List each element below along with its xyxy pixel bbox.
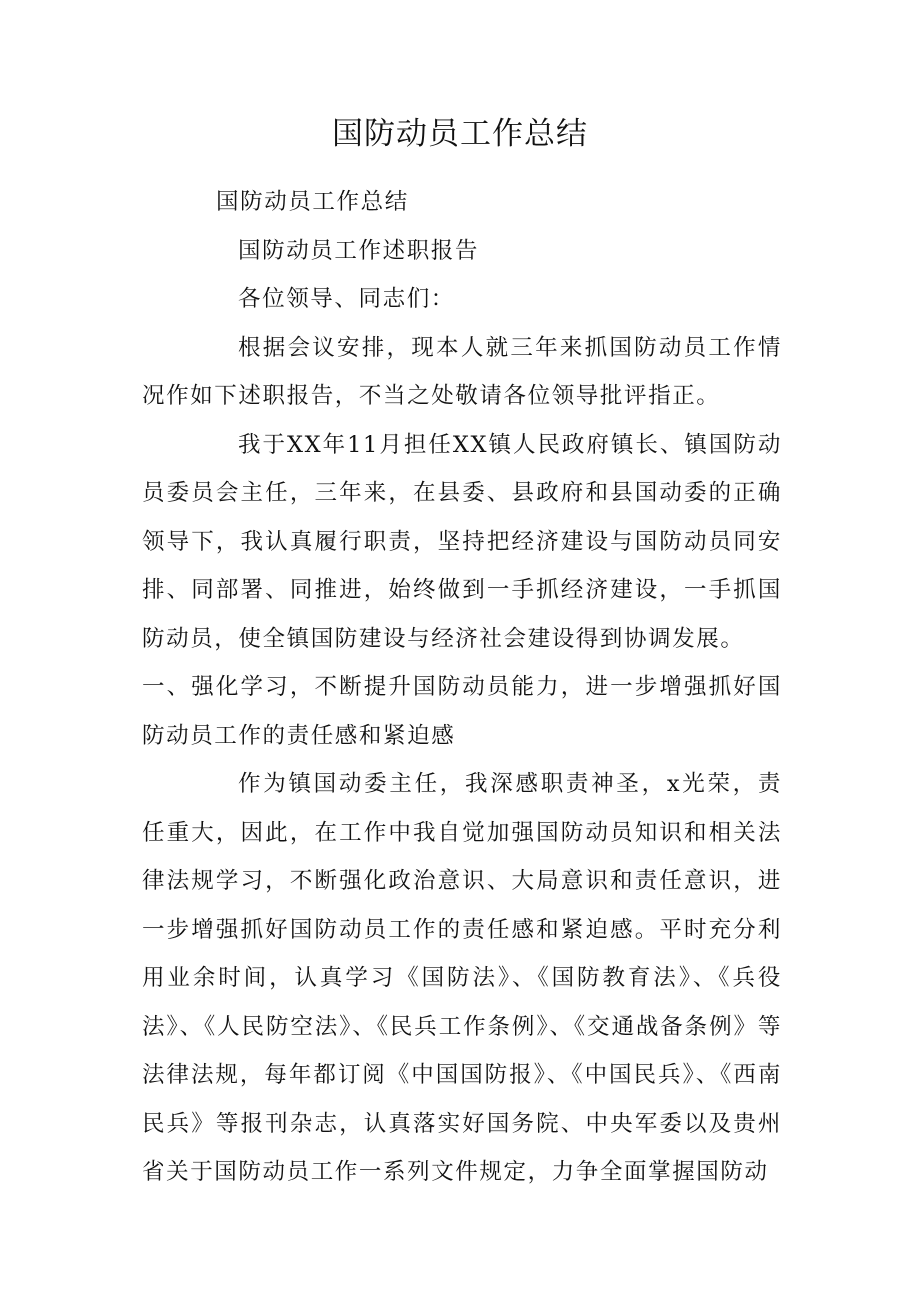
paragraph-report-title: 国防动员工作述职报告 bbox=[238, 237, 480, 264]
section-heading-1: 一、强化学习，不断提升国防动员能力，进一步增强抓好国防动员工作的责任感和紧迫感 bbox=[142, 674, 782, 749]
paragraph-background: 我于XX年11月担任XX镇人民政府镇长、镇国防动员委员会主任，三年来，在县委、县政府和县国动委的正确领导下，我认真履行职责，坚持把经济建设与国防动员同安排、同部署、同推进，始终做到一手抓经济建设，一手抓国防动员，使全镇国防建设与经济社会建设得到协调发展。 bbox=[142, 431, 782, 652]
paragraph-salutation: 各位领导、同志们： bbox=[238, 286, 455, 312]
paragraph-intro: 根据会议安排，现本人就三年来抓国防动员工作情况作如下述职报告，不当之处敬请各位领导批评指正。 bbox=[142, 334, 782, 409]
document-body bbox=[142, 178, 782, 1197]
paragraph-study: 作为镇国动委主任，我深感职责神圣，x光荣，责任重大，因此，在工作中我自觉加强国防动员知识和相关法律法规学习，不断强化政治意识、大局意识和责任意识，进一步增强抓好国防动员工作的责任感和紧迫感。平时充分利用业余时间，认真学习《国防法》、《国防教育法》、《兵役法》、《人民防空法》、《民兵工作条例》、《交通战备条例》等法律法规，每年都订阅《中国国防报》、《中国民兵》、《西南民兵》等报刊杂志，认真落实好国务院、中央军委以及贵州省关于国防动员工作一系列文件规定，力争全面掌握国防动 bbox=[142, 771, 782, 1185]
document-title: 国防动员工作总结 bbox=[332, 116, 588, 152]
paragraph-subtitle: 国防动员工作总结 bbox=[216, 189, 409, 215]
